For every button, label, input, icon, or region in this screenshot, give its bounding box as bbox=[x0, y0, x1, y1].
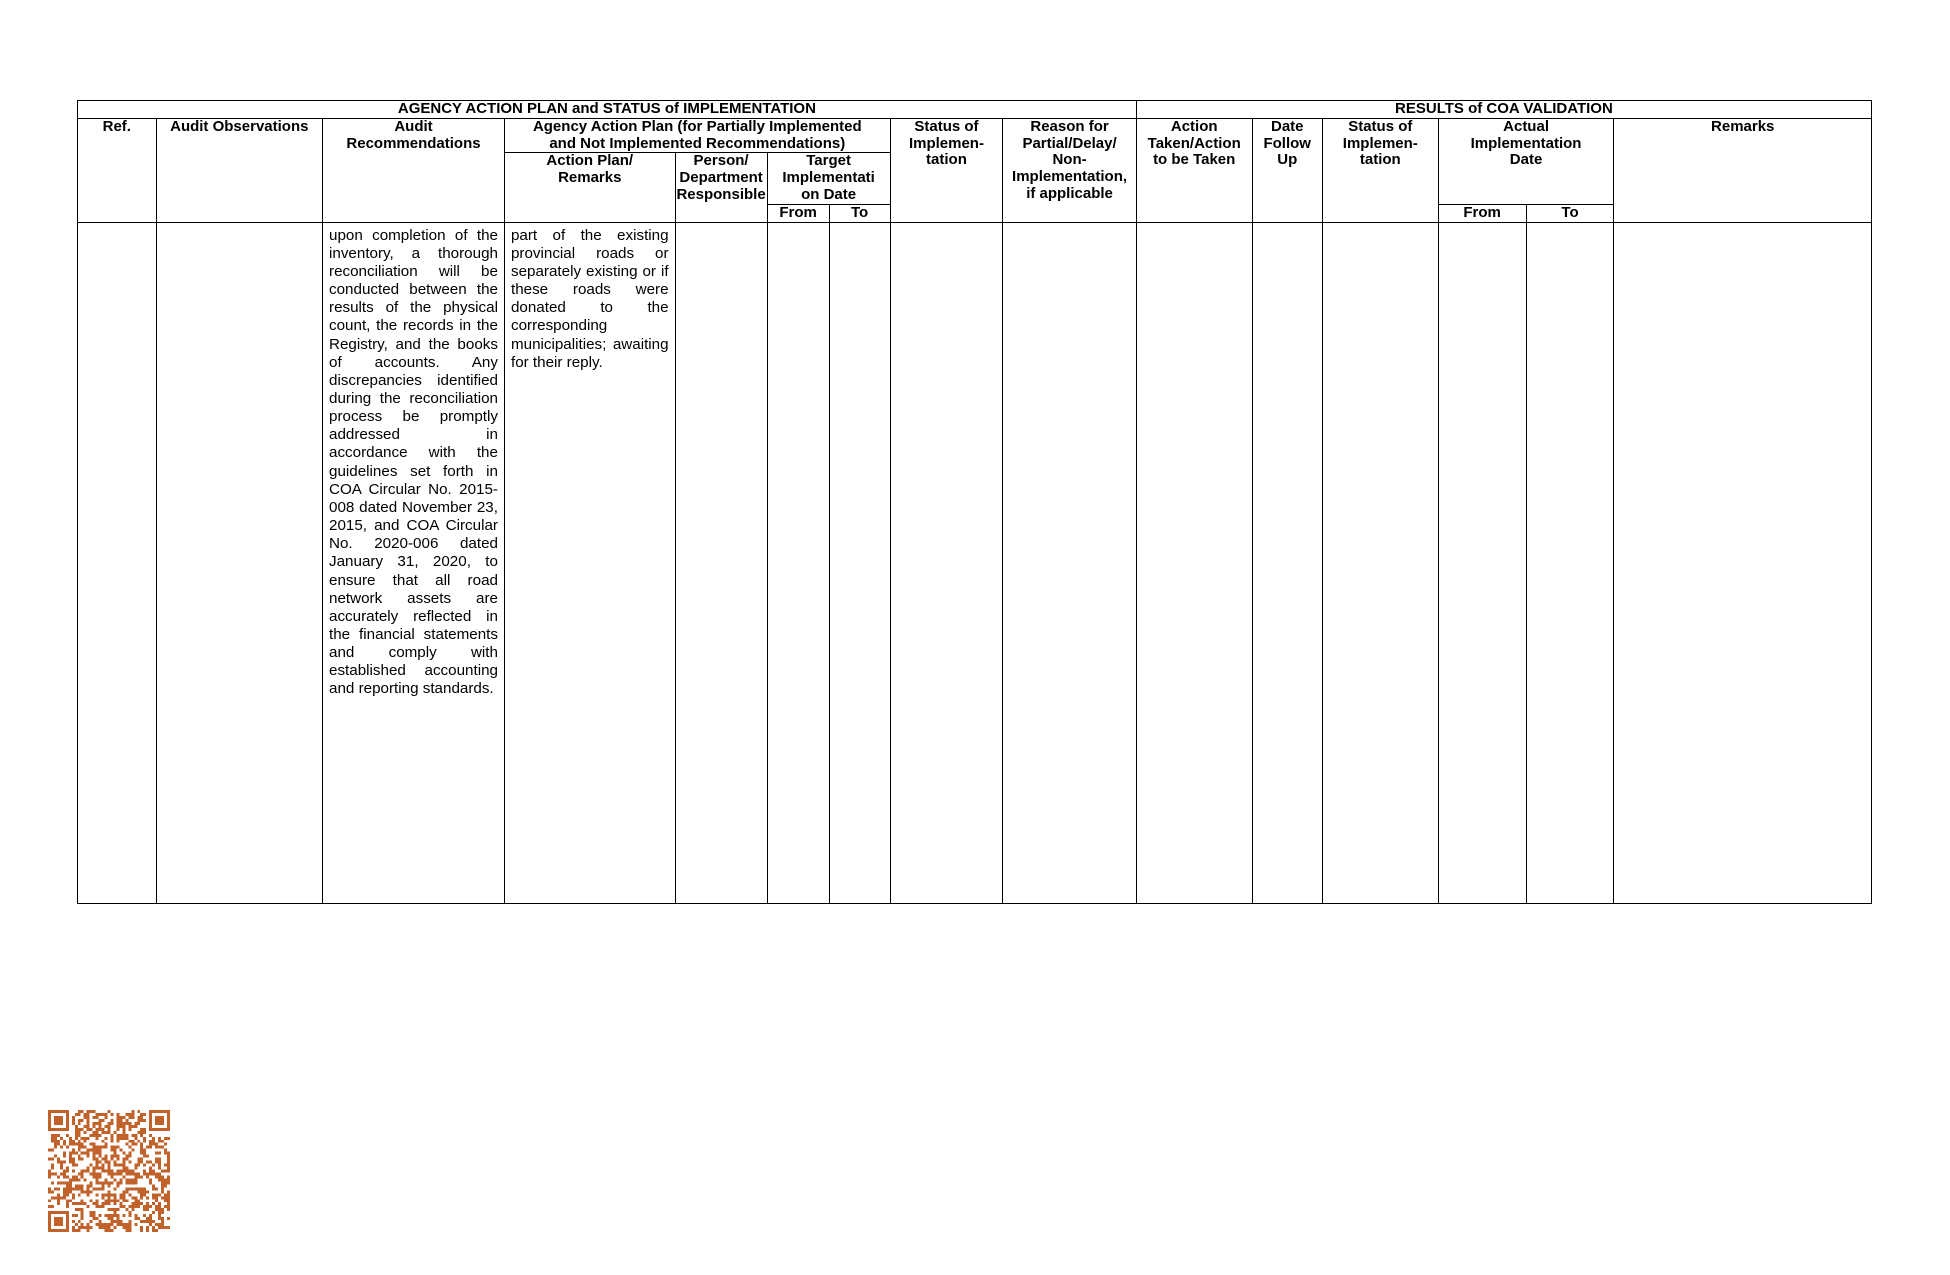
col-header-remarks bbox=[1614, 118, 1872, 222]
qr-code bbox=[48, 1110, 170, 1232]
cell-target-to[interactable] bbox=[829, 222, 890, 903]
col-header-reason-for-partial: Reason for Partial/Delay/ Non- Implementation, if applicable bbox=[1003, 118, 1137, 222]
cell-status-of-implementation[interactable] bbox=[890, 222, 1003, 903]
col-header-person-department-responsible: Person/ Department Responsible bbox=[675, 153, 767, 222]
table-row bbox=[78, 222, 1872, 903]
col-header-action-taken: Action Taken/Action to be Taken bbox=[1136, 118, 1252, 222]
band-agency-action-plan: AGENCY ACTION PLAN and STATUS of IMPLEMENTATION bbox=[78, 101, 1137, 119]
band-results-coa-validation: RESULTS of COA VALIDATION bbox=[1136, 101, 1871, 119]
cell-actual-from[interactable] bbox=[1438, 222, 1526, 903]
col-header-action-plan-remarks: Action Plan/ Remarks bbox=[504, 153, 675, 222]
col-header-agency-action-plan-group: Agency Action Plan (for Partially Implemented and Not Implemented Recommendations) bbox=[504, 118, 890, 153]
header-row-main bbox=[78, 118, 1872, 153]
cell-reason-for-partial[interactable] bbox=[1003, 222, 1137, 903]
col-header-actual-from: From bbox=[1438, 204, 1526, 222]
cell-date-follow-up[interactable] bbox=[1252, 222, 1322, 903]
header-band-row bbox=[78, 101, 1872, 119]
cell-audit-recommendations[interactable] bbox=[323, 222, 505, 903]
qr-code-icon bbox=[48, 1110, 170, 1232]
col-header-audit-observations bbox=[156, 118, 322, 222]
cell-ref[interactable] bbox=[78, 222, 157, 903]
col-header-coa-status-of-implementation: Status of Implemen- tation bbox=[1322, 118, 1438, 222]
cell-coa-status-of-implementation[interactable] bbox=[1322, 222, 1438, 903]
cell-action-taken[interactable] bbox=[1136, 222, 1252, 903]
cell-person-department-responsible[interactable] bbox=[675, 222, 767, 903]
col-header-target-implementation-date: Target Implementati on Date bbox=[767, 153, 890, 204]
col-header-remarks-label: Remarks bbox=[1711, 117, 1775, 135]
col-header-date-follow-up: Date Follow Up bbox=[1252, 118, 1322, 222]
col-header-status-of-implementation: Status of Implemen- tation bbox=[890, 118, 1003, 222]
col-header-audit-recommendations: Audit Recommendations bbox=[323, 118, 505, 222]
col-header-target-to: To bbox=[829, 204, 890, 222]
cell-target-from[interactable] bbox=[767, 222, 829, 903]
cell-audit-recommendations-text: upon completion of the inventory, a thorough reconciliation will be conducted between the results of the physical count, the records in the Registry, and the books of accounts. Any discrepancies identified during the reconciliation process be promptly addressed in accordance with the guidelines set forth in COA Circular No. 2015-008 dated November 23, 2015, and COA Circular No. 2020-006 dated January 31, 2020, to ensure that all road network assets are accurately reflected in the financial statements and comply with established accounting and reporting standards. bbox=[329, 226, 498, 698]
cell-audit-observations[interactable] bbox=[156, 222, 322, 903]
col-header-audit-observations-label: Audit Observations bbox=[170, 117, 309, 135]
col-header-target-from: From bbox=[767, 204, 829, 222]
col-header-ref bbox=[78, 118, 157, 222]
col-header-actual-to: To bbox=[1526, 204, 1614, 222]
cell-actual-to[interactable] bbox=[1526, 222, 1614, 903]
col-header-ref-label: Ref. bbox=[102, 117, 131, 135]
cell-action-plan-remarks[interactable] bbox=[504, 222, 675, 903]
col-header-actual-implementation-date: Actual Implementation Date bbox=[1438, 118, 1614, 204]
cell-remarks[interactable] bbox=[1614, 222, 1872, 903]
agency-action-plan-table bbox=[77, 100, 1872, 904]
cell-action-plan-remarks-text: part of the existing provincial roads or separately existing or if these roads were donated to the corresponding municipalities; awaiting for their reply. bbox=[510, 226, 669, 371]
